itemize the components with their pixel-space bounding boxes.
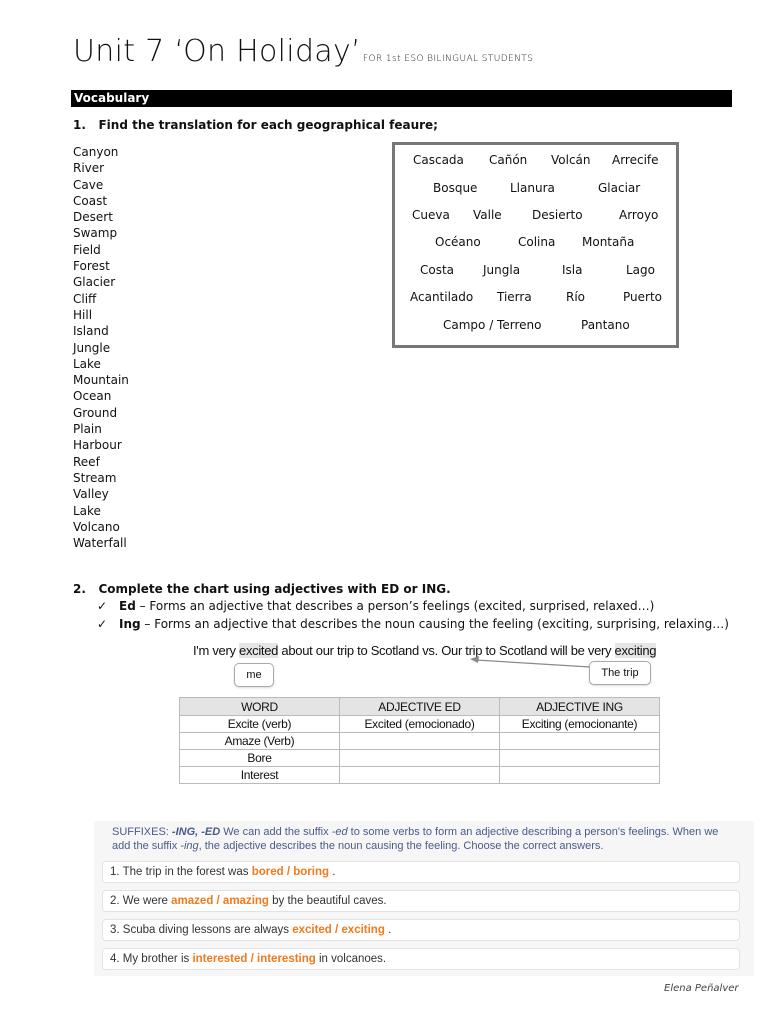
title-subtitle: FOR 1st ESO BILINGUAL STUDENTS <box>362 54 534 64</box>
translation-item: Costa <box>420 263 455 277</box>
exercise-text: 4. My brother is <box>110 953 193 965</box>
checkmark-icon: ✓ <box>97 617 108 631</box>
translation-item: Arrecife <box>612 153 659 167</box>
table-cell-blank[interactable] <box>500 750 660 767</box>
word-item: Harbour <box>73 438 122 453</box>
table-row <box>180 767 660 784</box>
suffixes-text: to some verbs to form an adjective describing a person's feelings. When we add the suffix <box>112 826 719 852</box>
exercise-text: 2. We were <box>110 895 172 907</box>
word-item: Hill <box>73 307 93 322</box>
exercise-text: by the beautiful caves. <box>268 895 387 907</box>
exercise-text: 1. The trip in the forest was <box>110 866 252 878</box>
answer-choice[interactable]: excited / exciting <box>292 924 385 936</box>
question-2-number: 2. <box>73 582 86 596</box>
word-item: Canyon <box>73 145 119 159</box>
translation-item: Tierra <box>497 290 532 304</box>
suffixes-label: SUFFIXES: <box>112 826 172 838</box>
highlight-excited: excited <box>239 643 279 658</box>
exercise-row-1 <box>102 861 740 883</box>
translation-item: Llanura <box>510 181 555 195</box>
ing-rule-text: – Forms an adjective that describes the noun causing the feeling (exciting, surprising, relaxing…) <box>140 617 729 631</box>
english-word-list <box>73 144 129 551</box>
arrow-connector-icon <box>460 652 600 674</box>
word-item: Volcano <box>73 519 120 534</box>
translation-item: Volcán <box>551 153 591 167</box>
translation-item: Jungla <box>483 263 521 277</box>
translation-item: Pantano <box>581 318 630 332</box>
word-item: Valley <box>73 487 109 502</box>
table-cell-blank[interactable] <box>500 767 660 784</box>
table-row <box>180 733 660 750</box>
ed-rule <box>97 599 654 613</box>
translation-item: Lago <box>626 263 655 277</box>
word-item: Island <box>73 324 109 339</box>
adjective-chart <box>179 697 660 784</box>
exercise-row-2 <box>102 890 740 912</box>
translation-item: Valle <box>473 208 502 222</box>
title-text: Unit 7 ‘On Holiday’ <box>73 34 361 69</box>
translation-item: Campo / Terreno <box>443 318 542 332</box>
exercise-text: in volcanoes. <box>315 953 387 965</box>
example-text: about our trip to Scotland vs. Our trip to Scotland will be very <box>278 643 615 658</box>
table-cell: Interest <box>180 767 340 784</box>
word-item: Stream <box>73 470 117 485</box>
exercise-text: . <box>384 924 392 936</box>
translation-item: Desierto <box>532 208 583 222</box>
exercise-text: 3. Scuba diving lessons are always <box>110 924 293 936</box>
page-title <box>73 34 533 69</box>
table-cell-blank[interactable] <box>340 733 500 750</box>
translation-box <box>392 142 679 348</box>
translation-item: Glaciar <box>598 181 641 195</box>
suffixes-text: , the adjective describes the noun causing the feeling. Choose the correct answers. <box>198 840 604 852</box>
table-cell: Amaze (Verb) <box>180 733 340 750</box>
word-item: Lake <box>73 356 101 371</box>
word-item: Cliff <box>73 291 97 306</box>
translation-item: Río <box>566 290 586 304</box>
question-1 <box>73 118 438 132</box>
checkmark-icon: ✓ <box>97 599 108 613</box>
suffixes-tag: -ING, -ED <box>171 826 221 838</box>
table-cell: Excited (emocionado) <box>340 716 500 733</box>
answer-choice[interactable]: interested / interesting <box>192 953 316 965</box>
translation-item: Montaña <box>582 235 635 249</box>
question-2-text: Complete the chart using adjectives with ED or ING. <box>98 582 451 596</box>
answer-choice[interactable]: bored / boring <box>251 866 330 878</box>
word-item: Ocean <box>73 389 112 404</box>
translation-item: Bosque <box>433 181 478 195</box>
exercise-row-3 <box>102 919 740 941</box>
word-item: Waterfall <box>73 536 127 551</box>
translation-item: Acantilado <box>410 290 474 304</box>
ing-rule <box>97 617 729 631</box>
word-item: Mountain <box>73 373 129 388</box>
question-2 <box>73 582 451 596</box>
word-item: Field <box>73 242 101 257</box>
chart-header: WORD <box>180 698 340 716</box>
translation-item: Isla <box>562 263 583 277</box>
answer-choice[interactable]: amazed / amazing <box>171 895 269 907</box>
word-item: Swamp <box>73 226 118 241</box>
suffix-ed: -ed <box>331 826 348 838</box>
exercise-row-4 <box>102 948 740 970</box>
suffix-ing: -ing <box>180 840 199 852</box>
table-cell-blank[interactable] <box>340 750 500 767</box>
suffixes-text: We can add the suffix <box>220 826 332 838</box>
question-1-text: Find the translation for each geographical feaure; <box>98 118 438 132</box>
table-row <box>180 750 660 767</box>
translation-item: Colina <box>518 235 556 249</box>
translation-item: Océano <box>435 235 481 249</box>
suffixes-intro <box>112 825 732 853</box>
example-text: I'm very <box>193 643 240 658</box>
word-item: Plain <box>73 422 102 437</box>
callout-the-trip: The trip <box>589 661 651 685</box>
translation-item: Cascada <box>413 153 464 167</box>
word-item: Lake <box>73 503 101 518</box>
chart-header: ADJECTIVE ED <box>340 698 500 716</box>
ing-rule-term: Ing <box>119 617 141 631</box>
word-item: Cave <box>73 177 104 192</box>
table-row <box>180 716 660 733</box>
callout-me: me <box>234 663 274 687</box>
table-cell: Excite (verb) <box>180 716 340 733</box>
highlight-exciting: exciting <box>614 643 657 658</box>
table-cell: Bore <box>180 750 340 767</box>
translation-item: Cueva <box>412 208 450 222</box>
table-cell-blank[interactable] <box>500 733 660 750</box>
chart-header: ADJECTIVE ING <box>500 698 660 716</box>
ed-rule-text: – Forms an adjective that describes a person’s feelings (excited, surprised, relaxed…) <box>135 599 655 613</box>
word-item: Reef <box>73 454 100 469</box>
table-cell-blank[interactable] <box>340 767 500 784</box>
chart-header-row <box>180 698 660 716</box>
translation-item: Arroyo <box>619 208 659 222</box>
word-item: Desert <box>73 210 113 225</box>
word-item: Glacier <box>73 275 116 290</box>
translation-item: Puerto <box>623 290 662 304</box>
question-1-number: 1. <box>73 118 86 132</box>
author-footer: Elena Peñalver <box>664 983 739 994</box>
word-item: Coast <box>73 193 108 208</box>
table-cell: Exciting (emocionante) <box>500 716 660 733</box>
word-item: Ground <box>73 405 118 420</box>
vocabulary-section-bar: Vocabulary <box>71 90 732 107</box>
word-item: Forest <box>73 259 110 274</box>
exercise-text: . <box>329 866 336 878</box>
translation-item: Cañón <box>489 153 528 167</box>
ed-rule-term: Ed <box>119 599 136 613</box>
word-item: Jungle <box>73 340 111 355</box>
word-item: River <box>73 161 105 176</box>
